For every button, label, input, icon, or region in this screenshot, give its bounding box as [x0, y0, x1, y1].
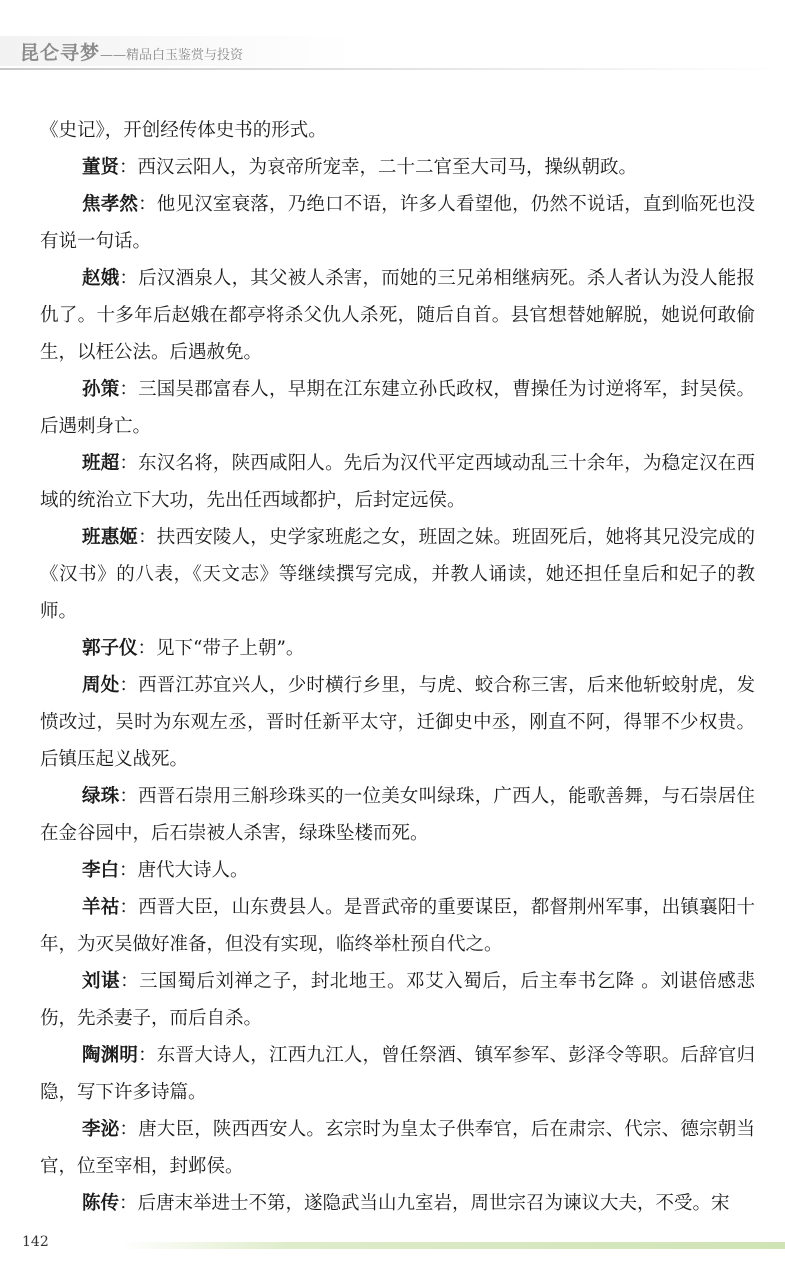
entry-name: 李白 — [82, 860, 120, 881]
entry-list — [40, 149, 755, 1222]
page-header — [0, 0, 785, 80]
entry-paragraph — [40, 889, 755, 963]
entry-paragraph — [40, 852, 755, 889]
entry-paragraph — [40, 667, 755, 778]
entry-text: ：东汉名将，陕西咸阳人。先后为汉代平定西域动乱三十余年，为稳定汉在西域的统治立下大功，先出任西域都护，后封定远侯。 — [40, 453, 755, 511]
header-divider — [0, 68, 785, 70]
entry-text: ：扶西安陵人，史学家班彪之女，班固之妹。班固死后，她将其兄没完成的《汉书》的八表，《天文志》等继续撰写完成，并教人诵读，她还担任皇后和妃子的教师。 — [40, 527, 755, 622]
entry-name: 焦孝然 — [82, 194, 139, 215]
book-subtitle: ——精品白玉鉴赏与投资 — [100, 48, 244, 63]
page-footer — [0, 1228, 785, 1268]
entry-paragraph — [40, 445, 755, 519]
entry-name: 周处 — [82, 675, 120, 696]
entry-name: 陈传 — [82, 1193, 120, 1214]
entry-paragraph — [40, 778, 755, 852]
entry-name: 绿珠 — [82, 786, 120, 807]
entry-text: ：三国吴郡富春人，早期在江东建立孙氏政权，曹操任为讨逆将军，封吴侯。后遇刺身亡。 — [40, 379, 755, 437]
entry-paragraph — [40, 519, 755, 630]
book-title: 昆仑寻梦 — [20, 42, 101, 64]
entry-paragraph — [40, 1111, 755, 1185]
entry-paragraph — [40, 371, 755, 445]
entry-text: ：西汉云阳人，为哀帝所宠幸，二十二官至大司马，操纵朝政。 — [119, 157, 638, 178]
entry-name: 董贤 — [82, 157, 120, 178]
entry-paragraph — [40, 149, 755, 186]
entry-name: 刘谌 — [82, 971, 121, 992]
page-body — [40, 112, 755, 1222]
entry-paragraph — [40, 963, 755, 1037]
entry-text: ：西晋石崇用三斛珍珠买的一位美女叫绿珠，广西人，能歌善舞，与石崇居住在金谷园中，后石崇被人杀害，绿珠坠楼而死。 — [40, 786, 755, 844]
footer-bar — [120, 1242, 785, 1249]
entry-name: 陶渊明 — [82, 1045, 139, 1066]
entry-name: 赵娥 — [82, 268, 120, 289]
entry-text: ：后汉酒泉人，其父被人杀害，而她的三兄弟相继病死。杀人者认为没人能报仇了。十多年后赵娥在都亭将杀父仇人杀死，随后自首。县官想替她解脱，她说何敢偷生，以枉公法。后遇赦免。 — [40, 268, 755, 363]
entry-name: 孙策 — [82, 379, 120, 400]
entry-text: ：他见汉室衰落，乃绝口不语，许多人看望他，仍然不说话，直到临死也没有说一句话。 — [40, 194, 755, 252]
entry-name: 羊祜 — [82, 897, 120, 918]
page-number: 142 — [22, 1234, 49, 1250]
entry-name: 班超 — [82, 453, 120, 474]
entry-paragraph — [40, 1037, 755, 1111]
entry-text: ：唐代大诗人。 — [119, 860, 249, 881]
entry-text: ：西晋大臣，山东费县人。是晋武帝的重要谋臣，都督荆州军事，出镇襄阳十年，为灭吴做好准备，但没有实现，临终举杜预自代之。 — [40, 897, 755, 955]
entry-paragraph — [40, 1185, 755, 1222]
entry-text: ：后唐末举进士不第，遂隐武当山九室岩，周世宗召为谏议大夫，不受。宋 — [119, 1193, 730, 1214]
entry-paragraph — [40, 260, 755, 371]
entry-text: ：东晋大诗人，江西九江人，曾任祭酒、镇军参军、彭泽令等职。后辞官归隐，写下许多诗篇。 — [40, 1045, 755, 1103]
entry-text: ：见下“带子上朝”。 — [137, 638, 305, 659]
entry-text: ：三国蜀后刘禅之子，封北地王。邓艾入蜀后，后主奉书乞降 。刘谌倍感悲伤，先杀妻子，而后自杀。 — [40, 971, 755, 1029]
entry-paragraph — [40, 186, 755, 260]
entry-name: 班惠姬 — [82, 527, 139, 548]
entry-text: ：唐大臣，陕西西安人。玄宗时为皇太子供奉官，后在肃宗、代宗、德宗朝当官，位至宰相，封邺侯。 — [40, 1119, 755, 1177]
intro-paragraph: 《史记》，开创经传体史书的形式。 — [40, 120, 327, 141]
entry-text: ：西晋江苏宜兴人，少时横行乡里，与虎、蛟合称三害，后来他斩蛟射虎，发愤改过，吴时为东观左丞，晋时任新平太守，迁御史中丞，刚直不阿，得罪不少权贵。后镇压起义战死。 — [40, 675, 755, 770]
entry-name: 李泌 — [82, 1119, 120, 1140]
entry-name: 郭子仪 — [82, 638, 138, 659]
entry-paragraph — [40, 630, 755, 667]
